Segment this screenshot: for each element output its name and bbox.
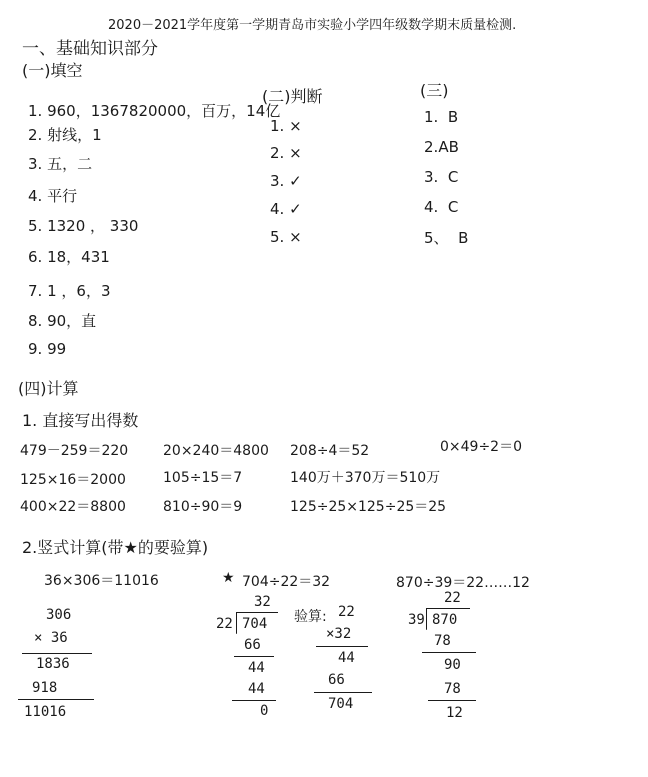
div-step: 90 <box>444 657 461 673</box>
fill-item-2: 2. 射线，1 <box>28 126 102 144</box>
section-heading-basic: 一、基础知识部分 <box>22 39 158 59</box>
rule-line <box>422 652 476 653</box>
div-quotient: 32 <box>254 594 271 610</box>
direct-answer: 105÷15＝7 <box>163 470 243 486</box>
check-factor: ×32 <box>326 626 352 642</box>
rule-line <box>316 646 368 647</box>
check-partial-1: 44 <box>338 650 355 666</box>
div-step: 44 <box>248 681 265 697</box>
div-step: 66 <box>244 637 261 653</box>
div-step: 44 <box>248 660 265 676</box>
div-dividend: 870 <box>432 612 458 628</box>
choice-item-5: 5、 B <box>424 229 469 247</box>
mult-result: 11016 <box>24 704 67 720</box>
problem-equation: 36×306＝11016 <box>44 573 159 589</box>
rule-line <box>234 656 274 657</box>
div-dividend: 704 <box>242 616 268 632</box>
choice-item-3: 3. C <box>424 168 459 186</box>
check-label: 验算: <box>294 609 327 625</box>
choice-item-2: 2.AB <box>424 138 459 156</box>
div-step: 78 <box>444 681 461 697</box>
div-bracket-side <box>236 612 237 634</box>
check-partial-2: 66 <box>328 672 345 688</box>
judge-item-1: 1. × <box>270 117 302 135</box>
div-bracket-top <box>236 612 278 613</box>
direct-answer: 810÷90＝9 <box>163 499 243 515</box>
rule-line <box>18 699 94 700</box>
div-step: 78 <box>434 633 451 649</box>
div-remainder: 0 <box>260 703 269 719</box>
check-result: 704 <box>328 696 354 712</box>
judge-item-2: 2. × <box>270 144 302 162</box>
mult-partial-2: 918 <box>32 680 58 696</box>
fill-item-5: 5. 1320 ， 330 <box>28 217 139 235</box>
rule-line <box>22 653 92 654</box>
choice-heading: (三) <box>420 81 449 100</box>
judge-heading: (二)判断 <box>262 87 323 106</box>
fill-item-8: 8. 90，直 <box>28 312 97 330</box>
mult-top: 306 <box>46 607 72 623</box>
fill-item-4: 4. 平行 <box>28 187 78 205</box>
fill-item-3: 3. 五，二 <box>28 155 93 173</box>
direct-answer: 400×22＝8800 <box>20 499 126 515</box>
judge-item-4: 4. ✓ <box>270 200 302 218</box>
fill-heading: (一)填空 <box>22 61 83 80</box>
direct-answer: 20×240＝4800 <box>163 443 269 459</box>
fill-item-9: 9. 99 <box>28 340 67 358</box>
star-icon: ★ <box>222 570 235 586</box>
judge-item-5: 5. × <box>270 228 302 246</box>
div-bracket-top <box>426 608 470 609</box>
fill-item-6: 6. 18，431 <box>28 248 110 266</box>
problem-equation: 704÷22＝32 <box>242 574 331 590</box>
fill-item-7: 7. 1 ，6，3 <box>28 282 111 300</box>
check-top: 22 <box>338 604 355 620</box>
judge-item-3: 3. ✓ <box>270 172 302 190</box>
choice-item-4: 4. C <box>424 198 459 216</box>
direct-answer: 479－259＝220 <box>20 443 129 459</box>
rule-line <box>232 700 276 701</box>
problem-equation: 870÷39＝22……12 <box>396 575 530 591</box>
div-bracket-side <box>426 608 427 630</box>
div-quotient: 22 <box>444 590 461 606</box>
direct-answer: 140万＋370万＝510万 <box>290 470 441 486</box>
rule-line <box>428 700 476 701</box>
fill-item-1: 1. 960，1367820000，百万，14亿 <box>28 102 281 120</box>
direct-answer: 0×49÷2＝0 <box>440 439 522 455</box>
mult-partial-1: 1836 <box>36 656 70 672</box>
mult-factor: × 36 <box>34 630 68 646</box>
choice-item-1: 1. B <box>424 108 459 126</box>
div-divisor: 39 <box>408 612 425 628</box>
div-divisor: 22 <box>216 616 233 632</box>
calc-heading: (四)计算 <box>18 379 79 398</box>
direct-answer: 125÷25×125÷25＝25 <box>290 499 447 515</box>
vertical-heading: 2.竖式计算(带★的要验算) <box>22 538 209 557</box>
page-title: 2020－2021学年度第一学期青岛市实验小学四年级数学期末质量检测. <box>108 18 517 33</box>
direct-answer: 208÷4＝52 <box>290 443 370 459</box>
direct-answer: 125×16＝2000 <box>20 472 126 488</box>
direct-heading: 1. 直接写出得数 <box>22 411 139 430</box>
div-remainder: 12 <box>446 705 463 721</box>
rule-line <box>314 692 372 693</box>
